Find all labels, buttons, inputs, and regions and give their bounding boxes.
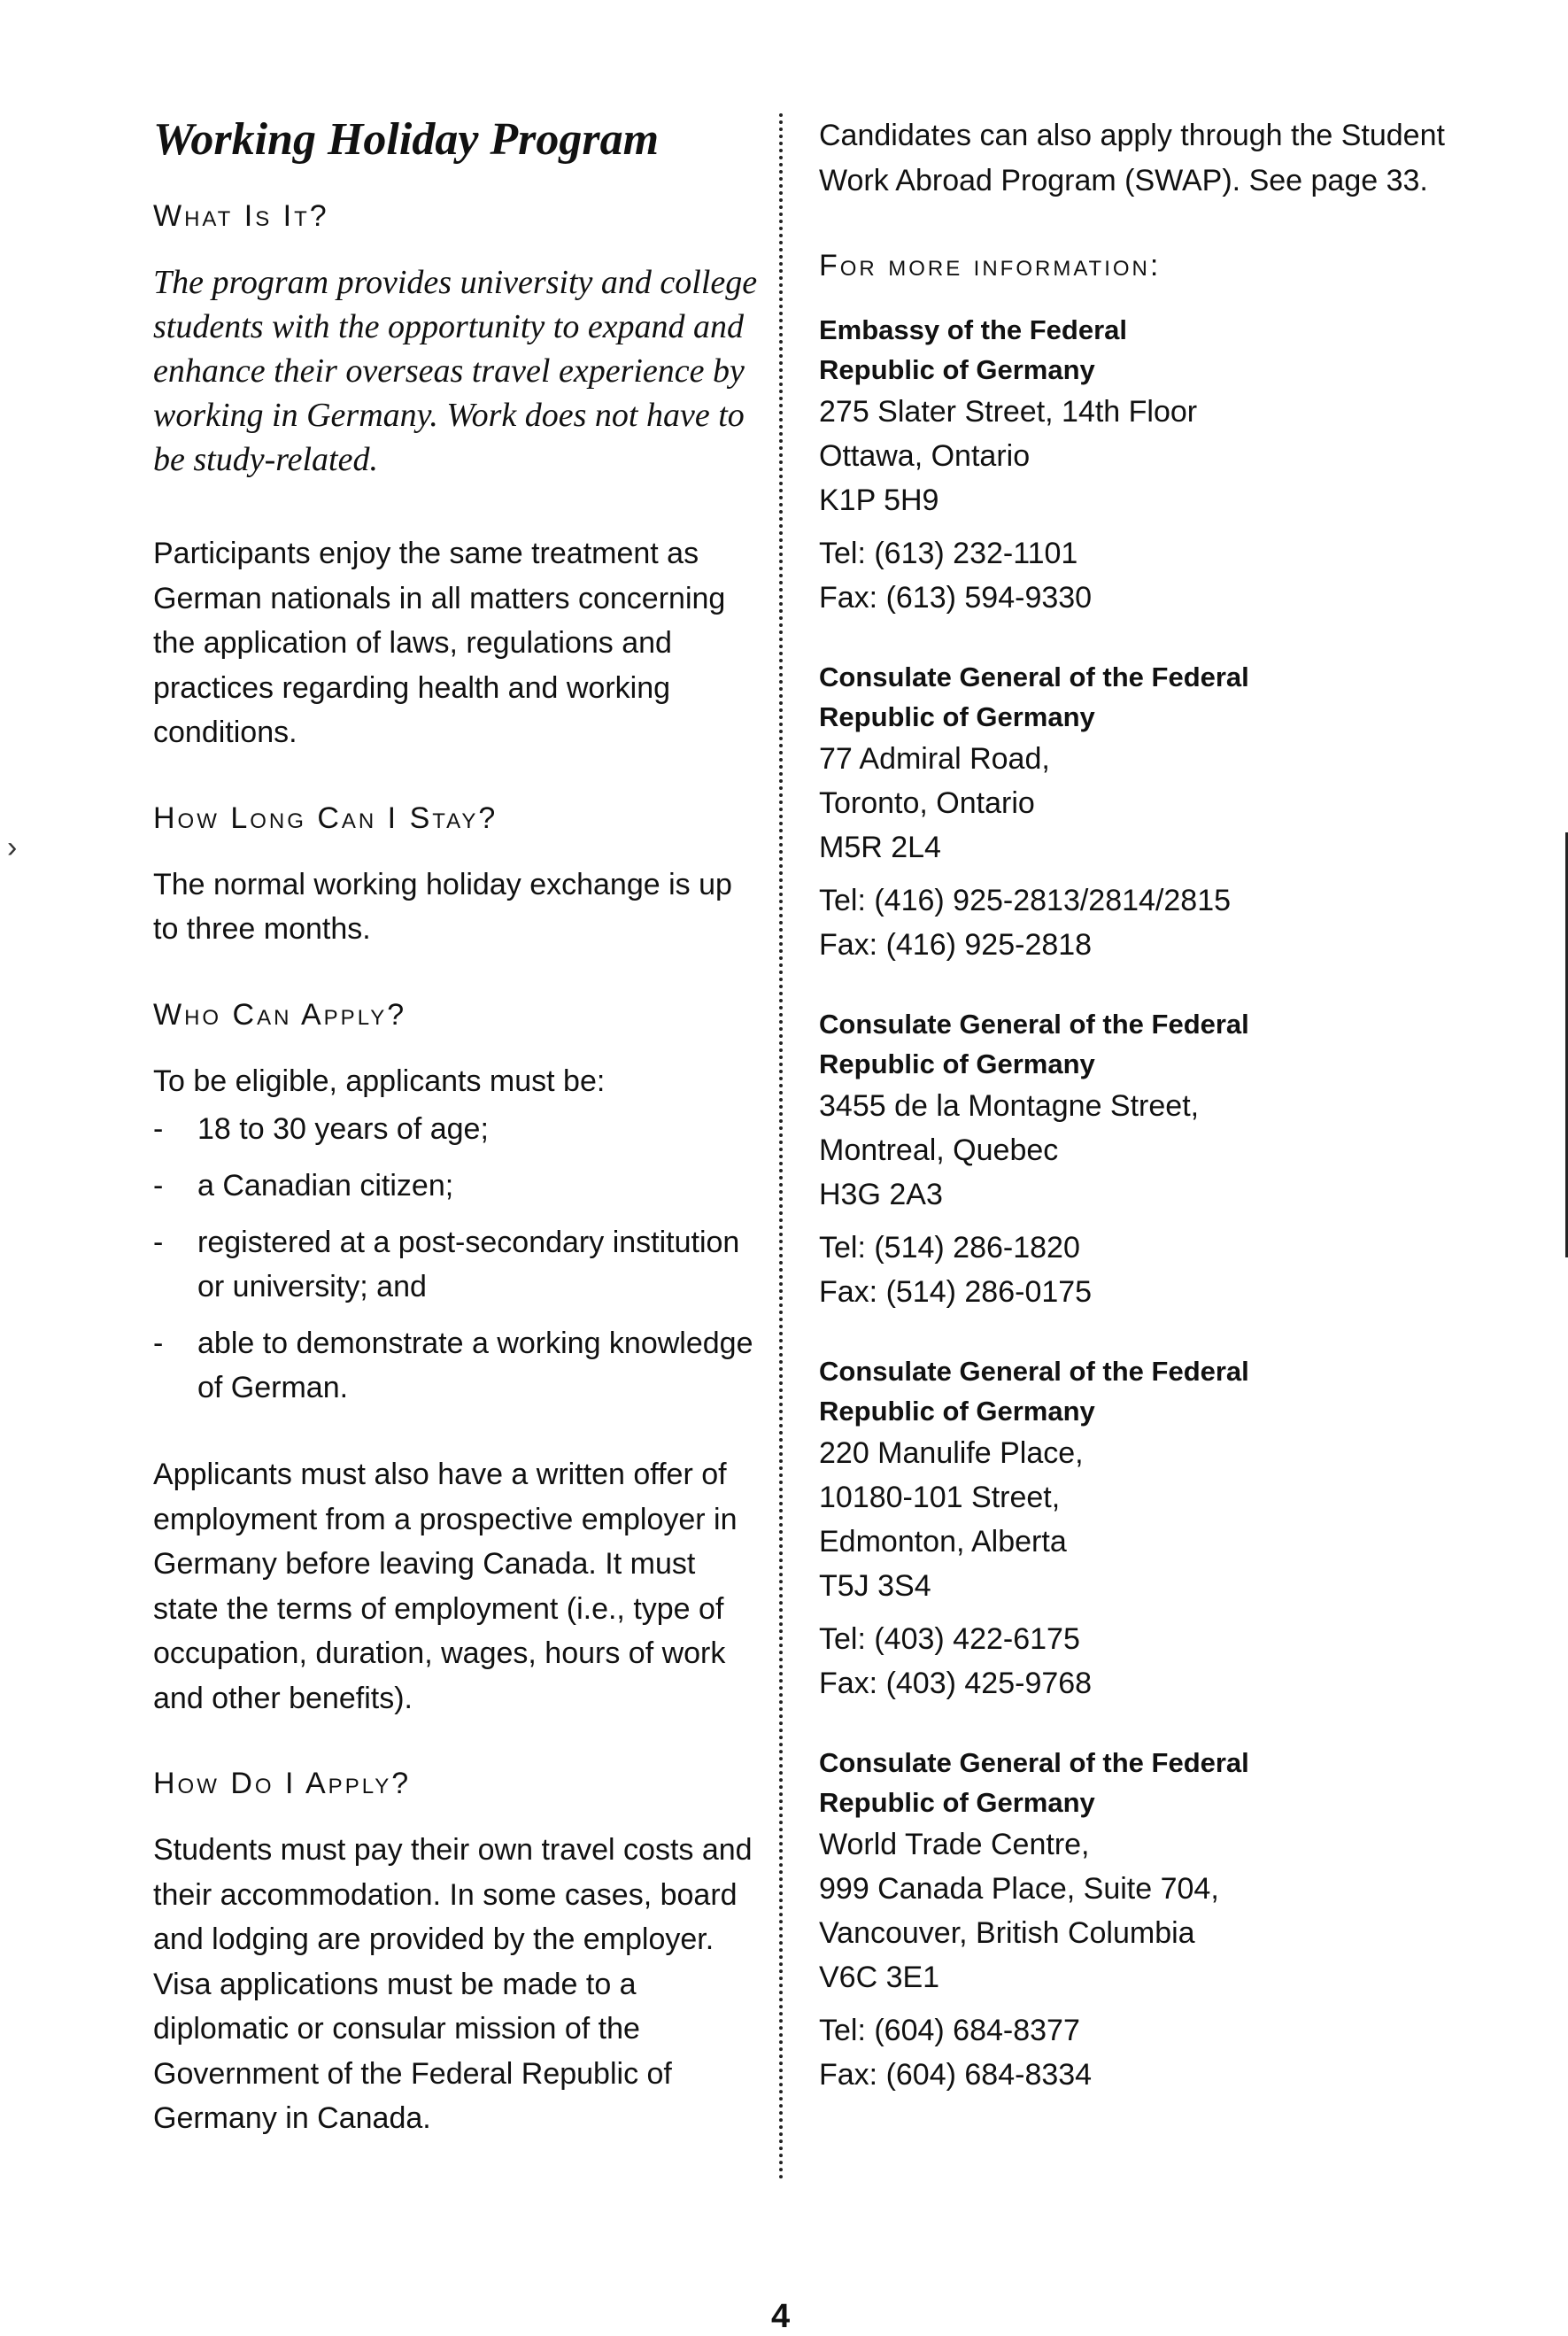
telephone: Tel: (416) 925-2813/2814/2815 — [819, 884, 1232, 917]
contact-block — [819, 1004, 1456, 1314]
address-line: Edmonton, Alberta — [819, 1525, 1067, 1559]
contact-name: Republic of Germany — [819, 354, 1095, 385]
address-line: Toronto, Ontario — [819, 786, 1035, 820]
fax: Fax: (514) 286-0175 — [819, 1275, 1093, 1309]
list-item: - able to demonstrate a working knowledge of German. — [153, 1321, 764, 1410]
eligibility-list — [153, 1107, 764, 1410]
fax: Fax: (416) 925-2818 — [819, 928, 1093, 962]
address-line: M5R 2L4 — [819, 831, 941, 864]
fax: Fax: (613) 594-9330 — [819, 581, 1093, 615]
info-heading: For more information: — [819, 249, 1162, 282]
address-line: 77 Admiral Road, — [819, 742, 1050, 776]
fax: Fax: (403) 425-9768 — [819, 1667, 1093, 1700]
contact-name: Consulate General of the Federal — [819, 1009, 1249, 1040]
contact-name: Consulate General of the Federal — [819, 661, 1249, 692]
left-column — [153, 113, 764, 2187]
contact-block — [819, 1743, 1456, 2097]
eligible-intro: To be eligible, applicants must be: — [153, 1064, 606, 1098]
address-line: V6C 3E1 — [819, 1961, 940, 1994]
address-line: K1P 5H9 — [819, 483, 939, 517]
telephone: Tel: (514) 286-1820 — [819, 1231, 1080, 1265]
list-item: - 18 to 30 years of age; — [153, 1107, 764, 1151]
telephone: Tel: (604) 684-8377 — [819, 2014, 1080, 2047]
address-line: Montreal, Quebec — [819, 1133, 1059, 1167]
address-line: 10180-101 Street, — [819, 1481, 1061, 1514]
fax: Fax: (604) 684-8334 — [819, 2058, 1093, 2092]
who-apply-heading: Who Can Apply? — [153, 997, 407, 1032]
contact-name: Republic of Germany — [819, 1396, 1095, 1427]
address-line: 3455 de la Montagne Street, — [819, 1089, 1200, 1123]
right-column — [819, 113, 1456, 2134]
contact-name: Republic of Germany — [819, 1787, 1095, 1818]
page-number: 4 — [771, 2298, 791, 2335]
list-item: - a Canadian citizen; — [153, 1164, 764, 1208]
address-line: Ottawa, Ontario — [819, 439, 1031, 473]
address-line: 275 Slater Street, 14th Floor — [819, 395, 1198, 429]
contact-block — [819, 1351, 1456, 1706]
telephone: Tel: (613) 232-1101 — [819, 537, 1078, 570]
offer-text: Applicants must also have a written offer of employment from a prospective employer in Germany before leaving Canada. It must state the terms of employment (i.e., type of occupation, duration, wages, hours of work and other benefits). — [153, 1458, 738, 1715]
address-line: Vancouver, British Columbia — [819, 1916, 1195, 1950]
list-item: - registered at a post-secondary institution or university; and — [153, 1220, 764, 1309]
stay-heading: How Long Can I Stay? — [153, 801, 498, 835]
address-line: H3G 2A3 — [819, 1178, 943, 1211]
contact-name: Republic of Germany — [819, 1048, 1095, 1079]
address-line: T5J 3S4 — [819, 1569, 931, 1603]
margin-mark: › — [7, 831, 18, 864]
how-apply-heading: How Do I Apply? — [153, 1767, 412, 1800]
column-divider — [779, 113, 783, 2181]
swap-text: Candidates can also apply through the Student Work Abroad Program (SWAP). See page 33. — [819, 119, 1445, 197]
address-line: 999 Canada Place, Suite 704, — [819, 1872, 1219, 1906]
telephone: Tel: (403) 422-6175 — [819, 1622, 1080, 1656]
contact-block — [819, 310, 1456, 620]
page-title: Working Holiday Program — [153, 114, 660, 165]
how-apply-text: Students must pay their own travel costs and their accommodation. In some cases, board and lodging are provided by the employer. Visa applications must be made to a diplomatic or consular mission of the Government of the Federal Republic of Germany in Canada. — [153, 1833, 753, 2135]
what-heading: What Is It? — [153, 199, 329, 233]
stay-text: The normal working holiday exchange is up to three months. — [153, 867, 732, 946]
intro-text: The program provides university and college students with the opportunity to expand and enhance their overseas travel experience by working in Germany. Work does not have to be study-related. — [153, 264, 758, 478]
address-line: 220 Manulife Place, — [819, 1436, 1084, 1470]
contact-name: Consulate General of the Federal — [819, 1747, 1249, 1778]
contact-name: Republic of Germany — [819, 701, 1095, 732]
participants-text: Participants enjoy the same treatment as German nationals in all matters concerning the application of laws, regulations and practices regarding health and working conditions. — [153, 537, 726, 749]
contact-name: Consulate General of the Federal — [819, 1356, 1249, 1387]
contact-name: Embassy of the Federal — [819, 314, 1128, 345]
address-line: World Trade Centre, — [819, 1828, 1090, 1861]
contact-block — [819, 657, 1456, 967]
